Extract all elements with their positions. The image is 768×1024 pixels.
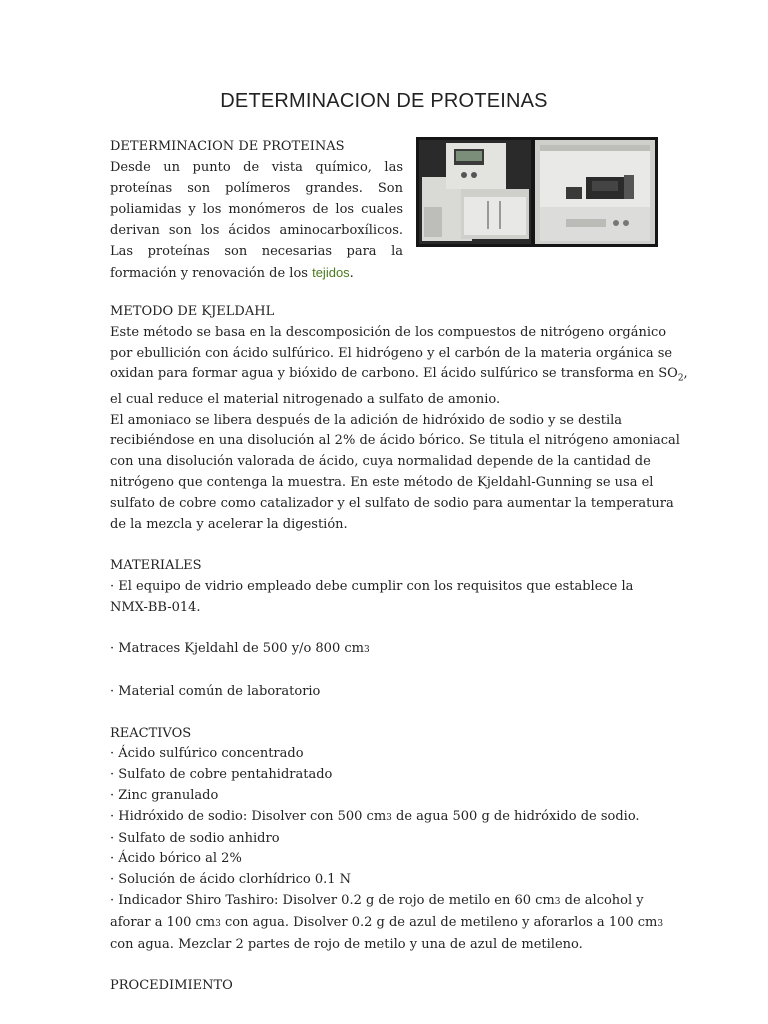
kjeldahl-line-tail: , [683,366,688,382]
lab-equipment-image [416,137,658,247]
page-title: DETERMINACION DE PROTEINAS [220,90,548,112]
kjeldahl-line: el cual reduce el material nitrogenado a sulfato de amonio. [110,391,501,407]
kjeldahl-line: por ebullición con ácido sulfúrico. El hidrógeno y el carbón de la materia orgánica se [110,345,673,361]
unit-superscript: 3 [386,812,392,823]
main-content [110,302,688,997]
lab-equipment-photo [416,137,658,247]
spacer [110,703,660,724]
reactivos-item-text: de alcohol y [560,892,644,908]
kjeldahl-line: El amoniaco se libera después de la adición de hidróxido de sodio y se destila [110,412,623,428]
reactivos-item [110,807,660,829]
materiales-item: · Material común de laboratorio [110,683,321,699]
reactivos-item: · Ácido sulfúrico concentrado [110,746,304,762]
reactivos-item: · Sulfato de cobre pentahidratado [110,767,333,783]
materiales-item [110,639,660,661]
intro-last-line [110,262,403,284]
intro-line: poliamidas y los monómeros de los cuales [110,202,403,217]
reactivos-item [110,891,660,913]
intro-line: Desde un punto de vista químico, las [110,160,403,175]
reactivos-item: · Solución de ácido clorhídrico 0.1 N [110,872,352,888]
spacer [110,619,660,640]
intro-line: Las proteínas son necesarias para la [110,244,403,259]
reactivos-item-cont: con agua. Mezclar 2 partes de rojo de metilo y una de azul de metileno. [110,936,583,952]
reactivos-item: · Sulfato de sodio anhidro [110,830,280,846]
intro-paragraph [110,136,403,284]
section-heading-procedimiento: PROCEDIMIENTO [110,978,233,994]
tejidos-link[interactable]: tejidos [312,265,350,280]
reactivos-item-text: aforar a 100 cm [110,914,216,930]
kjeldahl-line: con una disolución valorada de ácido, cuya normalidad depende de la cantidad de [110,454,651,470]
kjeldahl-line-text: oxidan para formar agua y bióxido de carbono. El ácido sulfúrico se transforma en SO [110,366,678,382]
materiales-item: · El equipo de vidrio empleado debe cumplir con los requisitos que establece la [110,578,634,594]
reactivos-item: · Zinc granulado [110,787,219,803]
unit-superscript: 3 [657,918,664,929]
unit-superscript: 3 [554,896,561,907]
unit-superscript: 3 [363,645,370,656]
spacer [110,955,660,976]
reactivos-item-cont [110,913,664,935]
reactivos-item: · Ácido bórico al 2% [110,851,242,867]
section-heading-materiales: MATERIALES [110,558,202,574]
section-heading-reactivos: REACTIVOS [110,725,192,741]
intro-line-end: . [349,266,354,281]
reactivos-item-text: con agua. Disolver 0.2 g de azul de metileno y aforarlos a 100 cm [220,914,658,930]
reactivos-item-text: de agua 500 g de hidróxido de sodio. [391,808,640,824]
materiales-item-cont: NMX-BB-014. [110,599,201,615]
intro-line-text: formación y renovación de los [110,266,313,281]
kjeldahl-line: de la mezcla y acelerar la digestión. [110,516,348,532]
kjeldahl-line: recibiéndose en una disolución al 2% de ácido bórico. Se titula el nitrógeno amoniacal [110,433,680,449]
reactivos-item-text: · Hidróxido de sodio: Disolver con 500 cm [110,808,387,824]
intro-line: proteínas son polímeros grandes. Son [110,181,403,196]
kjeldahl-line: sulfato de cobre como catalizador y el sulfato de sodio para aumentar la temperatura [110,495,674,511]
unit-superscript: 3 [215,918,221,929]
spacer [110,661,660,682]
kjeldahl-line: Este método se basa en la descomposición de los compuestos de nitrógeno orgánico [110,324,667,340]
intro-heading: DETERMINACION DE PROTEINAS [110,139,345,154]
spacer [110,535,660,556]
materiales-item-text: · Matraces Kjeldahl de 500 y/o 800 cm [110,641,364,657]
kjeldahl-line [110,364,688,389]
intro-line: derivan son los ácidos aminocarboxílicos. [110,223,403,238]
section-heading-kjeldahl: METODO DE KJELDAHL [110,304,275,319]
so2-subscript: 2 [677,373,684,384]
reactivos-item-text: · Indicador Shiro Tashiro: Disolver 0.2 g de rojo de metilo en 60 cm [110,892,555,908]
kjeldahl-line: nitrógeno que contenga la muestra. En este método de Kjeldahl-Gunning se usa el [110,474,654,490]
